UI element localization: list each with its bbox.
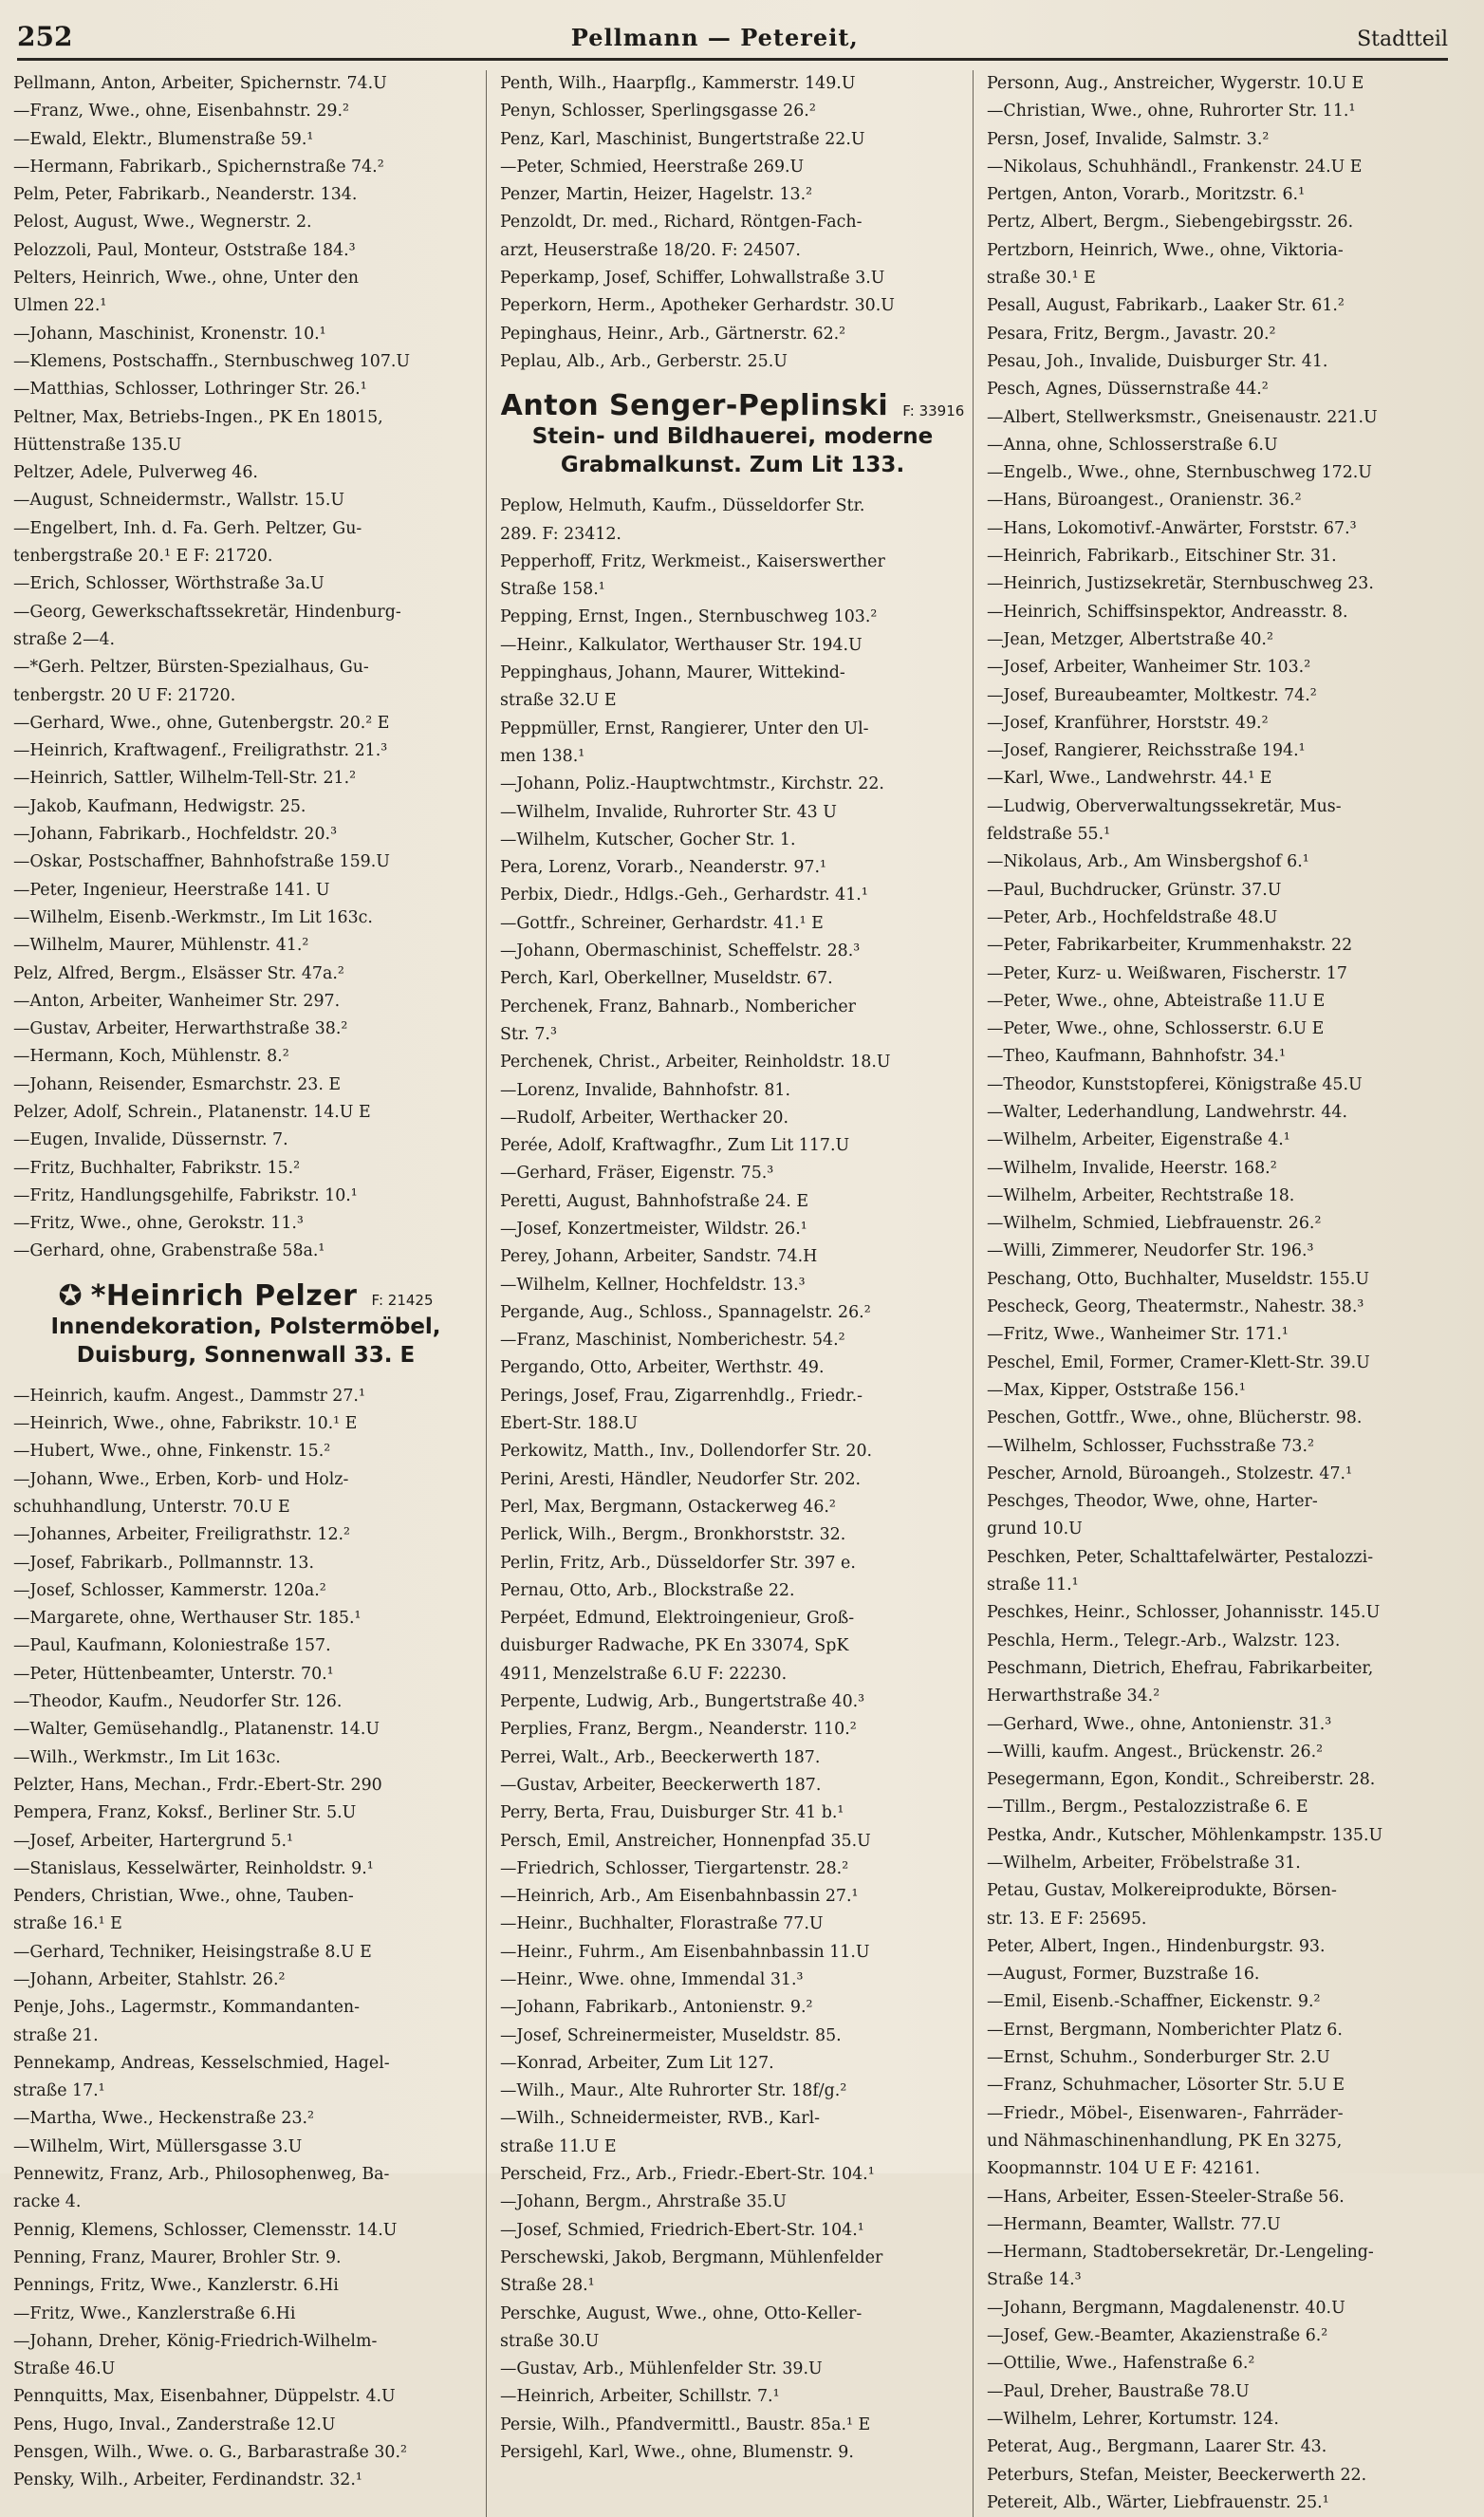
directory-entry: —Heinr., Kalkulator, Werthauser Str. 194.U — [500, 635, 863, 655]
directory-entry: —Heinrich, Justizsekretär, Sternbuschweg 23. — [987, 574, 1374, 594]
advertisement-pelzer — [13, 1279, 478, 1370]
directory-entry: —Georg, Gewerkschaftssekretär, Hindenburg- — [13, 602, 401, 622]
directory-entry: —Stanislaus, Kesselwärter, Reinholdstr. 9.¹ — [13, 1858, 374, 1878]
directory-entry: Peperkamp, Josef, Schiffer, Lohwallstraße 3.U — [500, 269, 885, 289]
directory-entry: —Josef, Schlosser, Kammerstr. 120a.² — [13, 1580, 326, 1600]
directory-entry: Penders, Christian, Wwe., ohne, Tauben- — [13, 1887, 354, 1907]
directory-entry: 4911, Menzelstraße 6.U F: 22230. — [500, 1664, 788, 1684]
directory-entry: —Hans, Büroangest., Oranienstr. 36.² — [987, 491, 1302, 511]
entry-list — [987, 70, 1452, 2517]
directory-entry: Pertzborn, Heinrich, Wwe., ohne, Viktoria- — [987, 240, 1344, 260]
directory-entry: Peschang, Otto, Buchhalter, Museldstr. 155.U — [987, 1269, 1370, 1289]
directory-entry: —Wilhelm, Schlosser, Fuchsstraße 73.² — [987, 1436, 1314, 1456]
directory-entry: —Gerhard, ohne, Grabenstraße 58a.¹ — [13, 1241, 325, 1261]
directory-entry: str. 13. E F: 25695. — [987, 1909, 1147, 1929]
directory-entry: Pempera, Franz, Koksf., Berliner Str. 5.U — [13, 1803, 357, 1823]
directory-entry: tenbergstraße 20.¹ E F: 21720. — [13, 547, 273, 567]
directory-entry: —Josef, Arbeiter, Wanheimer Str. 103.² — [987, 658, 1311, 678]
directory-entry: Perch, Karl, Oberkellner, Museldstr. 67. — [500, 969, 833, 989]
directory-entry: Straße 14.³ — [987, 2270, 1082, 2290]
directory-entry: Pepinghaus, Heinr., Arb., Gärtnerstr. 62.² — [500, 324, 846, 344]
directory-entry: —Gerhard, Fräser, Eigenstr. 75.³ — [500, 1164, 774, 1184]
directory-entry: —Hubert, Wwe., ohne, Finkenstr. 15.² — [13, 1442, 331, 1462]
directory-entry: —Friedrich, Schlosser, Tiergartenstr. 28.² — [500, 1858, 849, 1878]
directory-entry: —Ottilie, Wwe., Hafenstraße 6.² — [987, 2354, 1255, 2374]
directory-entry: straße 30.U — [500, 2331, 600, 2351]
directory-entry: Pescheck, Georg, Theatermstr., Nahestr. 38.³ — [987, 1297, 1364, 1317]
directory-entry: Pelm, Peter, Fabrikarb., Neanderstr. 134. — [13, 185, 358, 205]
directory-entry: —Josef, Rangierer, Reichsstraße 194.¹ — [987, 741, 1306, 761]
entry-list — [500, 493, 965, 2467]
directory-entry: Pesau, Joh., Invalide, Duisburger Str. 41. — [987, 351, 1328, 371]
directory-entry: —Matthias, Schlosser, Lothringer Str. 26.¹ — [13, 380, 367, 400]
directory-entry: —Peter, Kurz- u. Weißwaren, Fischerstr. 17 — [987, 963, 1347, 983]
directory-entry: —Wilh., Maur., Alte Ruhrorter Str. 18f/g.² — [500, 2081, 847, 2101]
directory-entry: —Tillm., Bergm., Pestalozzistraße 6. E — [987, 1798, 1308, 1818]
directory-entry: —Paul, Buchdrucker, Grünstr. 37.U — [987, 880, 1282, 900]
directory-entry: Pelozzoli, Paul, Monteur, Oststraße 184.³ — [13, 240, 356, 260]
directory-entry: straße 16.¹ E — [13, 1914, 122, 1934]
directory-entry: —Peter, Wwe., ohne, Abteistraße 11.U E — [987, 991, 1326, 1011]
directory-entry: —Johann, Fabrikarb., Hochfeldstr. 20.³ — [13, 825, 338, 845]
directory-entry: Perée, Adolf, Kraftwagfhr., Zum Lit 117.U — [500, 1136, 850, 1156]
directory-entry: Pergande, Aug., Schloss., Spannagelstr. 26.² — [500, 1302, 871, 1322]
directory-entry: —Theodor, Kunststopferei, Königstraße 45.U — [987, 1074, 1363, 1094]
directory-entry: und Nähmaschinenhandlung, PK En 3275, — [987, 2131, 1343, 2151]
directory-entry: Pergando, Otto, Arbeiter, Werthstr. 49. — [500, 1358, 825, 1378]
directory-entry: schuhhandlung, Unterstr. 70.U E — [13, 1497, 290, 1517]
directory-entry: —Wilhelm, Invalide, Ruhrorter Str. 43 U — [500, 802, 837, 822]
directory-entry: —Johann, Dreher, König-Friedrich-Wilhelm- — [13, 2331, 378, 2351]
directory-entry: —Josef, Fabrikarb., Pollmannstr. 13. — [13, 1553, 314, 1573]
directory-entry: —Gerhard, Wwe., ohne, Antonienstr. 31.³ — [987, 1714, 1332, 1734]
directory-entry: Pesara, Fritz, Bergm., Javastr. 20.² — [987, 324, 1276, 344]
directory-entry: Pelters, Heinrich, Wwe., ohne, Unter den — [13, 269, 359, 289]
directory-entry: straße 11.U E — [500, 2136, 617, 2156]
directory-entry: Pensky, Wilh., Arbeiter, Ferdinandstr. 32.¹ — [13, 2470, 362, 2490]
directory-entry: Ulmen 22.¹ — [13, 296, 107, 316]
directory-entry: —Peter, Hüttenbeamter, Unterstr. 70.¹ — [13, 1664, 334, 1684]
directory-entry: Personn, Aug., Anstreicher, Wygerstr. 10.U E — [987, 74, 1364, 93]
ad-name: Anton Senger-Peplinski — [500, 389, 889, 423]
directory-entry: Peschges, Theodor, Wwe, ohne, Harter- — [987, 1492, 1318, 1512]
directory-entry: Straße 46.U — [13, 2359, 116, 2379]
directory-entry: —Johann, Obermaschinist, Scheffelstr. 28.³ — [500, 942, 861, 961]
directory-entry: —Franz, Schuhmacher, Lösorter Str. 5.U E — [987, 2076, 1345, 2096]
column-2 — [500, 70, 974, 2517]
directory-entry: —Hans, Arbeiter, Essen-Steeler-Straße 56. — [987, 2187, 1345, 2207]
directory-entry: Pepperhoff, Fritz, Werkmeist., Kaiserswerther — [500, 551, 885, 571]
directory-entry: —Wilhelm, Lehrer, Kortumstr. 124. — [987, 2409, 1279, 2429]
directory-entry: —Fritz, Wwe., Kanzlerstraße 6.Hi — [13, 2303, 296, 2323]
directory-entry: Petereit, Alb., Wärter, Liebfrauenstr. 25.¹ — [987, 2492, 1329, 2512]
directory-entry: straße 32.U E — [500, 691, 617, 711]
directory-entry: Perkowitz, Matth., Inv., Dollendorfer Str. 20. — [500, 1442, 873, 1462]
directory-entry: Persch, Emil, Anstreicher, Honnenpfad 35.U — [500, 1831, 871, 1851]
directory-entry: —Hans, Lokomotivf.-Anwärter, Forststr. 67.³ — [987, 518, 1357, 538]
directory-entry: —Heinrich, kaufm. Angest., Dammstr 27.¹ — [13, 1386, 365, 1406]
directory-entry: —Heinr., Wwe. ohne, Immendal 31.³ — [500, 1970, 804, 1989]
directory-entry: —Jakob, Kaufmann, Hedwigstr. 25. — [13, 796, 306, 816]
directory-entry: Peppmüller, Ernst, Rangierer, Unter den Ul- — [500, 718, 869, 738]
directory-entry: —Wilh., Schneidermeister, RVB., Karl- — [500, 2109, 821, 2129]
directory-entry: —Fritz, Wwe., ohne, Gerokstr. 11.³ — [13, 1214, 304, 1234]
page-header — [17, 21, 1448, 61]
directory-entry: Peretti, August, Bahnhofstraße 24. E — [500, 1191, 809, 1211]
directory-entry: —Wilhelm, Wirt, Müllersgasse 3.U — [13, 2136, 303, 2156]
directory-entry: —Heinrich, Kraftwagenf., Freiligrathstr. 21.³ — [13, 741, 388, 761]
directory-entry: Perey, Johann, Arbeiter, Sandstr. 74.H — [500, 1247, 818, 1267]
page-number: 252 — [17, 21, 73, 52]
entry-list — [500, 70, 965, 376]
ad-phone: F: 33916 — [902, 401, 965, 420]
directory-entry: —Willi, Zimmerer, Neudorfer Str. 196.³ — [987, 1241, 1314, 1261]
directory-entry: —Peter, Wwe., ohne, Schlosserstr. 6.U E — [987, 1019, 1325, 1039]
directory-entry: Pensgen, Wilh., Wwe. o. G., Barbarastraße 30.² — [13, 2443, 407, 2463]
directory-entry: —Walter, Gemüsehandlg., Platanenstr. 14.U — [13, 1720, 380, 1740]
directory-entry: men 138.¹ — [500, 746, 585, 766]
directory-entry: —Heinr., Buchhalter, Florastraße 77.U — [500, 1914, 824, 1934]
directory-entry: Peltner, Max, Betriebs-Ingen., PK En 18015, — [13, 407, 383, 427]
directory-entry: —Heinr., Fuhrm., Am Eisenbahnbassin 11.U — [500, 1942, 870, 1962]
directory-entry: —Gustav, Arbeiter, Herwarthstraße 38.² — [13, 1019, 348, 1039]
directory-entry: Penning, Franz, Maurer, Brohler Str. 9. — [13, 2247, 342, 2267]
directory-entry: Ebert-Str. 188.U — [500, 1414, 639, 1434]
directory-entry: Peterburs, Stefan, Meister, Beeckerwerth 22. — [987, 2465, 1367, 2485]
directory-entry: Pellmann, Anton, Arbeiter, Spichernstr. 74.U — [13, 74, 387, 93]
directory-entry: Perlick, Wilh., Bergm., Bronkhorststr. 32. — [500, 1525, 846, 1545]
directory-entry: Pelzer, Adolf, Schrein., Platanenstr. 14.U E — [13, 1102, 371, 1122]
directory-entry: Pera, Lorenz, Vorarb., Neanderstr. 97.¹ — [500, 858, 826, 878]
directory-entry: —Wilh., Werkmstr., Im Lit 163c. — [13, 1747, 281, 1767]
directory-entry: Pelost, August, Wwe., Wegnerstr. 2. — [13, 213, 312, 233]
directory-entry: —Christian, Wwe., ohne, Ruhrorter Str. 11.¹ — [987, 102, 1356, 121]
directory-entry: —Heinrich, Schiffsinspektor, Andreasstr. 8. — [987, 602, 1348, 622]
directory-entry: Peperkorn, Herm., Apotheker Gerhardstr. 30.U — [500, 296, 895, 316]
directory-entry: —Engelbert, Inh. d. Fa. Gerh. Peltzer, Gu- — [13, 518, 362, 538]
directory-entry: —Martha, Wwe., Heckenstraße 23.² — [13, 2109, 315, 2129]
directory-entry: —Nikolaus, Schuhhändl., Frankenstr. 24.U E — [987, 157, 1363, 177]
ad-line: Stein- und Bildhauerei, moderne — [531, 424, 934, 450]
directory-entry: —Paul, Kaufmann, Koloniestraße 157. — [13, 1636, 331, 1656]
directory-entry: Penzer, Martin, Heizer, Hagelstr. 13.² — [500, 185, 813, 205]
directory-entry: —Anna, ohne, Schlosserstraße 6.U — [987, 435, 1278, 455]
directory-entry: —Engelb., Wwe., ohne, Sternbuschweg 172.U — [987, 463, 1372, 483]
ad-line: Duisburg, Sonnenwall 33. E — [76, 1342, 416, 1368]
directory-entry: —Heinrich, Sattler, Wilhelm-Tell-Str. 21.² — [13, 769, 357, 789]
directory-entry: racke 4. — [13, 2192, 82, 2212]
directory-entry: Persigehl, Karl, Wwe., ohne, Blumenstr. 9. — [500, 2443, 854, 2463]
directory-entry: —Theo, Kaufmann, Bahnhofstr. 34.¹ — [987, 1047, 1286, 1067]
directory-entry: —Peter, Arb., Hochfeldstraße 48.U — [987, 907, 1278, 927]
directory-entry: —Max, Kipper, Oststraße 156.¹ — [987, 1380, 1246, 1400]
directory-entry: Perini, Aresti, Händler, Neudorfer Str. 202. — [500, 1469, 862, 1489]
directory-entry: Perrei, Walt., Arb., Beeckerwerth 187. — [500, 1747, 821, 1767]
directory-entry: Koopmannstr. 104 U E F: 42161. — [987, 2159, 1261, 2179]
directory-entry: —Emil, Eisenb.-Schaffner, Eickenstr. 9.² — [987, 1992, 1321, 2012]
directory-entry: —Erich, Schlosser, Wörthstraße 3a.U — [13, 574, 325, 594]
directory-entry: Perpente, Ludwig, Arb., Bungertstraße 40.³ — [500, 1692, 865, 1712]
directory-entry: Penz, Karl, Maschinist, Bungertstraße 22.U — [500, 129, 865, 149]
directory-entry: Perbix, Diedr., Hdlgs.-Geh., Gerhardstr. 41.¹ — [500, 886, 868, 905]
directory-entry: Pennig, Klemens, Schlosser, Clemensstr. 14.U — [13, 2220, 398, 2240]
directory-entry: —Josef, Kranführer, Horststr. 49.² — [987, 713, 1269, 733]
directory-entry: Pesegermann, Egon, Kondit., Schreiberstr. 28. — [987, 1770, 1376, 1790]
directory-entry: Petau, Gustav, Molkereiprodukte, Börsen- — [987, 1881, 1337, 1901]
directory-entry: Perchenek, Franz, Bahnarb., Nombericher — [500, 997, 856, 1016]
directory-entry: Herwarthstraße 34.² — [987, 1687, 1160, 1706]
directory-entry: —Gustav, Arbeiter, Beeckerwerth 187. — [500, 1775, 822, 1795]
directory-entry: —Wilhelm, Eisenb.-Werkmstr., Im Lit 163c. — [13, 907, 373, 927]
directory-entry: —Lorenz, Invalide, Bahnhofstr. 81. — [500, 1080, 790, 1100]
directory-entry: —Gottfr., Schreiner, Gerhardstr. 41.¹ E — [500, 913, 824, 933]
directory-entry: Peplow, Helmuth, Kaufm., Düsseldorfer Str. — [500, 496, 865, 516]
directory-entry: —Oskar, Postschaffner, Bahnhofstraße 159.U — [13, 852, 390, 872]
directory-entry: —Wilhelm, Schmied, Liebfrauenstr. 26.² — [987, 1214, 1322, 1234]
directory-entry: —Fritz, Handlungsgehilfe, Fabrikstr. 10.¹ — [13, 1185, 358, 1205]
directory-entry: duisburger Radwache, PK En 33074, SpK — [500, 1636, 849, 1656]
directory-entry: —Josef, Arbeiter, Hartergrund 5.¹ — [13, 1831, 294, 1851]
directory-entry: —Wilhelm, Kutscher, Gocher Str. 1. — [500, 830, 796, 849]
directory-entry: Penyn, Schlosser, Sperlingsgasse 26.² — [500, 102, 816, 121]
directory-entry: —Peter, Schmied, Heerstraße 269.U — [500, 157, 805, 177]
directory-entry: —Hermann, Koch, Mühlenstr. 8.² — [13, 1047, 289, 1067]
emblem-icon: ✪ — [58, 1278, 83, 1313]
directory-entry: —Eugen, Invalide, Düssernstr. 7. — [13, 1130, 288, 1150]
ad-phone: F: 21425 — [371, 1292, 434, 1310]
directory-entry: —Jean, Metzger, Albertstraße 40.² — [987, 629, 1273, 649]
directory-entry: —Peter, Ingenieur, Heerstraße 141. U — [13, 880, 330, 900]
directory-entry: Peschmann, Dietrich, Ehefrau, Fabrikarbeiter, — [987, 1658, 1374, 1678]
directory-entry: —Wilhelm, Arbeiter, Rechtstraße 18. — [987, 1185, 1295, 1205]
directory-entry: —Gerhard, Techniker, Heisingstraße 8.U E — [13, 1942, 372, 1962]
directory-entry: —Rudolf, Arbeiter, Werthacker 20. — [500, 1108, 789, 1128]
directory-entry: —Karl, Wwe., Landwehrstr. 44.¹ E — [987, 769, 1272, 789]
directory-entry: straße 30.¹ E — [987, 269, 1096, 289]
directory-entry: —Wilhelm, Arbeiter, Eigenstraße 4.¹ — [987, 1130, 1290, 1150]
directory-entry: Pelz, Alfred, Bergm., Elsässer Str. 47a.² — [13, 963, 344, 983]
directory-entry: —Anton, Arbeiter, Wanheimer Str. 297. — [13, 991, 341, 1011]
directory-entry: Peschen, Gottfr., Wwe., ohne, Blücherstr. 98. — [987, 1408, 1363, 1428]
directory-entry: straße 2—4. — [13, 629, 116, 649]
directory-entry: Peschel, Emil, Former, Cramer-Klett-Str. 39.U — [987, 1352, 1370, 1372]
directory-entry: Perplies, Franz, Bergm., Neanderstr. 110.² — [500, 1720, 857, 1740]
directory-entry: Pennings, Fritz, Wwe., Kanzlerstr. 6.Hi — [13, 2276, 339, 2296]
directory-entry: —Johann, Bergmann, Magdalenenstr. 40.U — [987, 2298, 1345, 2318]
directory-entry: feldstraße 55.¹ — [987, 825, 1111, 845]
directory-entry: tenbergstr. 20 U F: 21720. — [13, 685, 236, 705]
ad-line: Grabmalkunst. Zum Lit 133. — [560, 453, 905, 478]
ad-line: Innendekoration, Polstermöbel, — [50, 1314, 441, 1339]
directory-entry: Perlin, Fritz, Arb., Düsseldorfer Str. 397 e. — [500, 1553, 856, 1573]
directory-entry: Pennekamp, Andreas, Kesselschmied, Hagel- — [13, 2053, 390, 2073]
columns — [13, 70, 1452, 2517]
directory-entry: —Josef, Schmied, Friedrich-Ebert-Str. 104.¹ — [500, 2220, 864, 2240]
directory-entry: —Konrad, Arbeiter, Zum Lit 127. — [500, 2053, 774, 2073]
directory-entry: Pernau, Otto, Arb., Blockstraße 22. — [500, 1580, 795, 1600]
directory-entry: grund 10.U — [987, 1520, 1083, 1539]
directory-entry: Peschkes, Heinr., Schlosser, Johannisstr. 145.U — [987, 1603, 1381, 1623]
directory-entry: arzt, Heuserstraße 18/20. F: 24507. — [500, 240, 801, 260]
directory-entry: —Heinrich, Arbeiter, Schillstr. 7.¹ — [500, 2387, 780, 2407]
directory-entry: Pelzter, Hans, Mechan., Frdr.-Ebert-Str. 290 — [13, 1775, 382, 1795]
directory-entry: —Heinrich, Arb., Am Eisenbahnbassin 27.¹ — [500, 1887, 859, 1907]
directory-entry: Peschla, Herm., Telegr.-Arb., Walzstr. 123. — [987, 1631, 1341, 1650]
directory-entry: Perchenek, Christ., Arbeiter, Reinholdstr. 18.U — [500, 1053, 891, 1072]
district-label: Stadtteil — [1357, 28, 1448, 51]
directory-entry: Pestka, Andr., Kutscher, Möhlenkampstr. 135.U — [987, 1825, 1383, 1845]
directory-entry: straße 17.¹ — [13, 2081, 105, 2101]
directory-entry: —Ewald, Elektr., Blumenstraße 59.¹ — [13, 129, 314, 149]
directory-entry: Pescher, Arnold, Büroangeh., Stolzestr. 47.¹ — [987, 1464, 1353, 1483]
directory-entry: Perpéet, Edmund, Elektroingenieur, Groß- — [500, 1609, 855, 1629]
directory-entry: 289. F: 23412. — [500, 524, 621, 544]
directory-entry: Pertgen, Anton, Vorarb., Moritzstr. 6.¹ — [987, 185, 1306, 205]
directory-entry: —Josef, Bureaubeamter, Moltkestr. 74.² — [987, 685, 1317, 705]
directory-entry: —Wilhelm, Maurer, Mühlenstr. 41.² — [13, 936, 309, 956]
directory-entry: Perl, Max, Bergmann, Ostackerweg 46.² — [500, 1497, 836, 1517]
directory-entry: Pens, Hugo, Inval., Zanderstraße 12.U — [13, 2414, 336, 2434]
directory-entry: —Hermann, Beamter, Wallstr. 77.U — [987, 2214, 1281, 2234]
directory-entry: Peppinghaus, Johann, Maurer, Wittekind- — [500, 663, 845, 683]
directory-entry: —Johann, Poliz.-Hauptwchtmstr., Kirchstr. 22. — [500, 774, 884, 794]
entry-list — [13, 70, 478, 1266]
directory-entry: straße 21. — [13, 2025, 99, 2045]
directory-entry: —Klemens, Postschaffn., Sternbuschweg 107.U — [13, 351, 411, 371]
directory-entry: Peschken, Peter, Schalttafelwärter, Pestalozzi- — [987, 1547, 1374, 1567]
directory-entry: —Walter, Lederhandlung, Landwehrstr. 44. — [987, 1102, 1348, 1122]
directory-entry: Pertz, Albert, Bergm., Siebengebirgsstr. 26. — [987, 213, 1354, 233]
directory-entry: Persn, Josef, Invalide, Salmstr. 3.² — [987, 129, 1270, 149]
directory-entry: —Johannes, Arbeiter, Freiligrathstr. 12.² — [13, 1525, 351, 1545]
directory-entry: —*Gerh. Peltzer, Bürsten-Spezialhaus, Gu- — [13, 658, 369, 678]
column-3 — [987, 70, 1452, 2517]
directory-entry: Penzoldt, Dr. med., Richard, Röntgen-Fach- — [500, 213, 863, 233]
directory-entry: —Josef, Gew.-Beamter, Akazienstraße 6.² — [987, 2326, 1328, 2346]
directory-entry: Perschke, August, Wwe., ohne, Otto-Keller- — [500, 2303, 863, 2323]
directory-entry: —Friedr., Möbel-, Eisenwaren-, Fahrräder- — [987, 2103, 1344, 2123]
directory-entry: Hüttenstraße 135.U — [13, 435, 182, 455]
directory-entry: —Gerhard, Wwe., ohne, Gutenbergstr. 20.² E — [13, 713, 390, 733]
directory-entry: —Gustav, Arb., Mühlenfelder Str. 39.U — [500, 2359, 823, 2379]
directory-entry: —Josef, Konzertmeister, Wildstr. 26.¹ — [500, 1219, 807, 1239]
directory-entry: —Willi, kaufm. Angest., Brückenstr. 26.² — [987, 1742, 1324, 1762]
directory-entry: —August, Schneidermstr., Wallstr. 15.U — [13, 491, 345, 511]
directory-entry: Straße 28.¹ — [500, 2276, 595, 2296]
entry-list — [13, 1383, 478, 2495]
directory-entry: —Ernst, Schuhm., Sonderburger Str. 2.U — [987, 2048, 1330, 2068]
directory-entry: Perry, Berta, Frau, Duisburger Str. 41 b.¹ — [500, 1803, 844, 1823]
directory-entry: Peterat, Aug., Bergmann, Laarer Str. 43. — [987, 2437, 1327, 2457]
directory-entry: Perings, Josef, Frau, Zigarrenhdlg., Friedr.- — [500, 1386, 863, 1406]
directory-entry: —Wilhelm, Arbeiter, Fröbelstraße 31. — [987, 1854, 1301, 1873]
directory-entry: —Johann, Fabrikarb., Antonienstr. 9.² — [500, 1998, 813, 2018]
directory-entry: Persie, Wilh., Pfandvermittl., Baustr. 85a.¹ E — [500, 2414, 871, 2434]
directory-entry: —Peter, Fabrikarbeiter, Krummenhakstr. 22 — [987, 936, 1353, 956]
directory-entry: straße 11.¹ — [987, 1575, 1079, 1595]
directory-entry: —Fritz, Buchhalter, Fabrikstr. 15.² — [13, 1158, 301, 1178]
directory-entry: —Hermann, Stadtobersekretär, Dr.-Lengeling- — [987, 2243, 1374, 2263]
ad-name: *Heinrich Pelzer — [90, 1278, 358, 1313]
directory-entry: Pennewitz, Franz, Arb., Philosophenweg, Ba- — [13, 2165, 390, 2185]
directory-entry: Pesch, Agnes, Düssernstraße 44.² — [987, 380, 1269, 400]
directory-entry: —Ernst, Bergmann, Nomberichter Platz 6. — [987, 2020, 1343, 2040]
directory-entry: —Heinrich, Fabrikarb., Eitschiner Str. 31. — [987, 547, 1337, 567]
directory-entry: —Johann, Arbeiter, Stahlstr. 26.² — [13, 1970, 286, 1989]
directory-entry: Penje, Johs., Lagermstr., Kommandanten- — [13, 1998, 360, 2018]
directory-entry: Pepping, Ernst, Ingen., Sternbuschweg 103.² — [500, 607, 878, 627]
directory-entry: Perscheid, Frz., Arb., Friedr.-Ebert-Str. 104.¹ — [500, 2165, 875, 2185]
directory-entry: —Johann, Wwe., Erben, Korb- und Holz- — [13, 1469, 349, 1489]
directory-entry: —Franz, Wwe., ohne, Eisenbahnstr. 29.² — [13, 102, 349, 121]
directory-entry: —Ludwig, Oberverwaltungssekretär, Mus- — [987, 796, 1342, 816]
directory-entry: —Johann, Reisender, Esmarchstr. 23. E — [13, 1074, 342, 1094]
directory-entry: Straße 158.¹ — [500, 580, 605, 600]
directory-entry: Perschewski, Jakob, Bergmann, Mühlenfelder — [500, 2247, 883, 2267]
directory-entry: —Wilhelm, Invalide, Heerstr. 168.² — [987, 1158, 1277, 1178]
name-range: Pellmann — Petereit, — [570, 24, 859, 51]
directory-entry: —Franz, Maschinist, Nomberichestr. 54.² — [500, 1331, 845, 1351]
directory-entry: Pennquitts, Max, Eisenbahner, Düppelstr. 4.U — [13, 2387, 396, 2407]
directory-entry: Penth, Wilh., Haarpflg., Kammerstr. 149.U — [500, 74, 856, 93]
advertisement-senger-peplinski — [500, 389, 965, 479]
directory-entry: —Nikolaus, Arb., Am Winsbergshof 6.¹ — [987, 852, 1309, 872]
directory-entry: —Albert, Stellwerksmstr., Gneisenaustr. 221.U — [987, 407, 1378, 427]
directory-entry: —Wilhelm, Kellner, Hochfeldstr. 13.³ — [500, 1275, 806, 1295]
directory-entry: Peltzer, Adele, Pulverweg 46. — [13, 463, 258, 483]
directory-entry: —Hermann, Fabrikarb., Spichernstraße 74.² — [13, 157, 384, 177]
directory-entry: —Heinrich, Wwe., ohne, Fabrikstr. 10.¹ E — [13, 1414, 358, 1434]
directory-entry: Pesall, August, Fabrikarb., Laaker Str. 61.² — [987, 296, 1345, 316]
directory-entry: —August, Former, Buzstraße 16. — [987, 1965, 1260, 1985]
directory-entry: —Margarete, ohne, Werthauser Str. 185.¹ — [13, 1609, 362, 1629]
directory-entry: Str. 7.³ — [500, 1024, 557, 1044]
directory-entry: —Johann, Maschinist, Kronenstr. 10.¹ — [13, 324, 326, 344]
directory-entry: —Fritz, Wwe., Wanheimer Str. 171.¹ — [987, 1325, 1289, 1345]
directory-entry: Peter, Albert, Ingen., Hindenburgstr. 93. — [987, 1936, 1326, 1956]
directory-entry: —Johann, Bergm., Ahrstraße 35.U — [500, 2192, 787, 2212]
directory-entry: —Paul, Dreher, Baustraße 78.U — [987, 2381, 1250, 2401]
directory-entry: —Theodor, Kaufm., Neudorfer Str. 126. — [13, 1692, 343, 1712]
directory-entry: Peplau, Alb., Arb., Gerberstr. 25.U — [500, 351, 788, 371]
column-1 — [13, 70, 487, 2517]
directory-entry: —Josef, Schreinermeister, Museldstr. 85. — [500, 2025, 842, 2045]
